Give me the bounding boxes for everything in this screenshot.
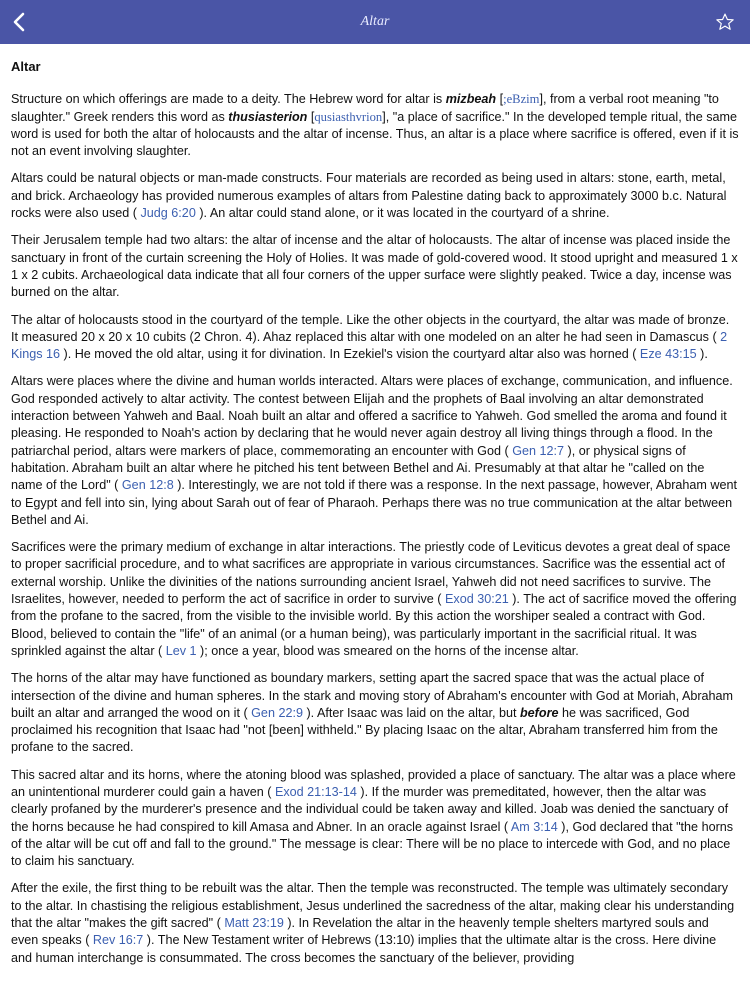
article bbox=[0, 44, 750, 967]
scripture-link[interactable]: Gen 12:7 bbox=[512, 443, 565, 458]
nav-bar bbox=[0, 0, 750, 44]
paragraph-2: Altars could be natural objects or man-made constructs. Four materials are recorded as being used in altars: stone, earth, metal, and brick. Archaeology has provided numerous examples of altars from Palestine dating back to approximately 3000 b.c. Natural rocks were also used ( Judg 6:20 ). An altar could stand alone, or it was located in the courtyard of a shrine. bbox=[11, 171, 727, 221]
hebrew-term: mizbeah bbox=[445, 92, 497, 107]
scripture-link[interactable]: Am 3:14 bbox=[510, 819, 558, 834]
paragraph-5: Altars were places where the divine and human worlds interacted. Altars were places of exchange, communication, and influence. God responded actively to altar activity. The contest between Elijah and the prophets of Baal involving an altar demonstrated interaction between Yahweh and Baal. Noah built an altar and offered a sacrifice to Yahweh. God smelled the aroma and found it pleasing. He responded to Noah's action by declaring that he would never again destroy all living things through a flood. In the patriarchal period, altars were markers of place, commemorating an encounter with God ( Gen 12:7 ), or physical signs of habitation. Abraham built an altar where he pitched his tent between Bethel and Ai. Presumably at that altar he "called on the name of the Lord" ( Gen 12:8 ). Interestingly, we are not told if there was a response. In the next passage, however, Abraham went to Egypt and fell into sin, lying about Sarah out of fear of Pharaoh. Perhaps there was no true communication at the altar between Bethel and Ai. bbox=[11, 374, 738, 527]
favorite-button[interactable] bbox=[712, 9, 738, 35]
scripture-link[interactable]: Gen 12:8 bbox=[121, 478, 174, 493]
scripture-link[interactable]: Gen 22:9 bbox=[251, 705, 303, 720]
greek-term: thusiasterion bbox=[228, 109, 308, 124]
hebrew-word-link[interactable]: ;eBzim bbox=[503, 92, 540, 107]
scripture-link[interactable]: Judg 6:20 bbox=[140, 206, 196, 221]
greek-word-link[interactable]: qusiasthvrion bbox=[314, 109, 383, 124]
paragraph-9: After the exile, the first thing to be rebuilt was the altar. Then the temple was reconstructed. The temple was ultimately secondary to the altar. In chastising the religious establishment, Jesus underlined the sacredness of the altar, making clear his understanding that the altar "makes the gift sacred" ( Matt 23:19 ). In Revelation the altar in the heavenly temple shelters martyred souls and even speaks ( Rev 16:7 ). The New Testament writer of Hebrews (13:10) implies that the ultimate altar is the cross. Here divine and human interchange is consummated. The cross becomes the sanctuary of the believer, providing bbox=[11, 881, 735, 965]
scripture-link[interactable]: Rev 16:7 bbox=[92, 933, 144, 948]
paragraph-6: Sacrifices were the primary medium of exchange in altar interactions. The priestly code of Leviticus devotes a great deal of space to proper sacrificial procedure, and to what sacrifices are appropriate in various circumstances. Sacrifice was the essential act of external worship. Unlike the divinities of the nations surrounding ancient Israel, Yahweh did not need sacrifices to survive. The Israelites, however, needed to perform the act of sacrifice in order to survive ( Exod 30:21 ). The act of sacrifice moved the offering from the profane to the sacred, from the visible to the invisible world. By this action the worshiper sealed a contract with God. Blood, believed to contain the "life" of an animal (or a human being), was particularly important in the sacrificial ritual. It was sprinkled against the altar ( Lev 1 ); once a year, blood was smeared on the horns of the incense altar. bbox=[11, 540, 737, 658]
scripture-link[interactable]: Eze 43:15 bbox=[639, 347, 697, 362]
scripture-link[interactable]: Exod 21:13-14 bbox=[274, 784, 357, 799]
scripture-link[interactable]: Lev 1 bbox=[165, 643, 197, 658]
paragraph-3: Their Jerusalem temple had two altars: the altar of incense and the altar of holocausts. The altar of incense was placed inside the sanctuary in front of the curtain screening the Holy of Holies. It was made of gold-covered wood. It stood upright and measured 1 x 1 x 2 cubits. Archaeological data indicate that all four corners of the upper surface were slightly peaked. Twice a day, incense was burned on the altar. bbox=[11, 233, 738, 300]
paragraph-4: The altar of holocausts stood in the courtyard of the temple. Like the other objects in the courtyard, the altar was made of bronze. It measured 20 x 20 x 10 cubits (2 Chron. 4). Ahaz replaced this altar with one modeled on an alter he had seen in Damascus ( 2 Kings 16 ). He moved the old altar, using it for divination. In Ezekiel's vision the courtyard altar also was horned ( Eze 43:15 ). bbox=[11, 312, 730, 362]
paragraph-8: This sacred altar and its horns, where the atoning blood was splashed, provided a place of sanctuary. The altar was a place where an unintentional murderer could gain a haven ( Exod 21:13-14 ). If the murder was premeditated, however, then the altar was clearly profaned by the murderer's presence and the individual could be taken away and killed. Joab was denied the sanctuary of the horns because he had conspired to kill Amasa and Abner. In an oracle against Israel ( Am 3:14 ), God declared that "the horns of the altar will be cut off and fall to the ground." The message is clear: There will be no place to intercede with God, and no place to claim his sanctuary. bbox=[11, 767, 736, 869]
scripture-link[interactable]: Matt 23:19 bbox=[224, 916, 284, 931]
article-heading: Altar bbox=[11, 59, 41, 74]
nav-title: Altar bbox=[360, 14, 390, 29]
scripture-link[interactable]: 2 Kings 16 bbox=[11, 329, 728, 362]
paragraph-1: Structure on which offerings are made to a deity. The Hebrew word for altar is mizbeah [;eBzim], from a verbal root meaning "to slaughter." Greek renders this word as thusiasterion [qusiasthvrion], "a place of sacrifice." In the developed temple ritual, the same word is used for both the altar of holocausts and the altar of incense. Thus, an altar is a place where sacrifice is offered, even if it is not an event involving slaughter. bbox=[11, 92, 739, 159]
emphasis-text: before bbox=[519, 705, 559, 720]
star-icon bbox=[715, 12, 735, 32]
paragraph-7: The horns of the altar may have functioned as boundary markers, setting apart the sacred space that was the actual place of intersection of the divine and human spheres. In the stark and moving story of Abraham's encounter with God at Moriah, Abraham built an altar and arranged the wood on it ( Gen 22:9 ). After Isaac was laid on the altar, but before he was sacrificed, God proclaimed his recognition that Isaac had "not [been] withheld." By placing Isaac on the altar, Abraham transferred him from the profane to the sacred. bbox=[11, 671, 734, 755]
scripture-link[interactable]: Exod 30:21 bbox=[445, 592, 509, 607]
